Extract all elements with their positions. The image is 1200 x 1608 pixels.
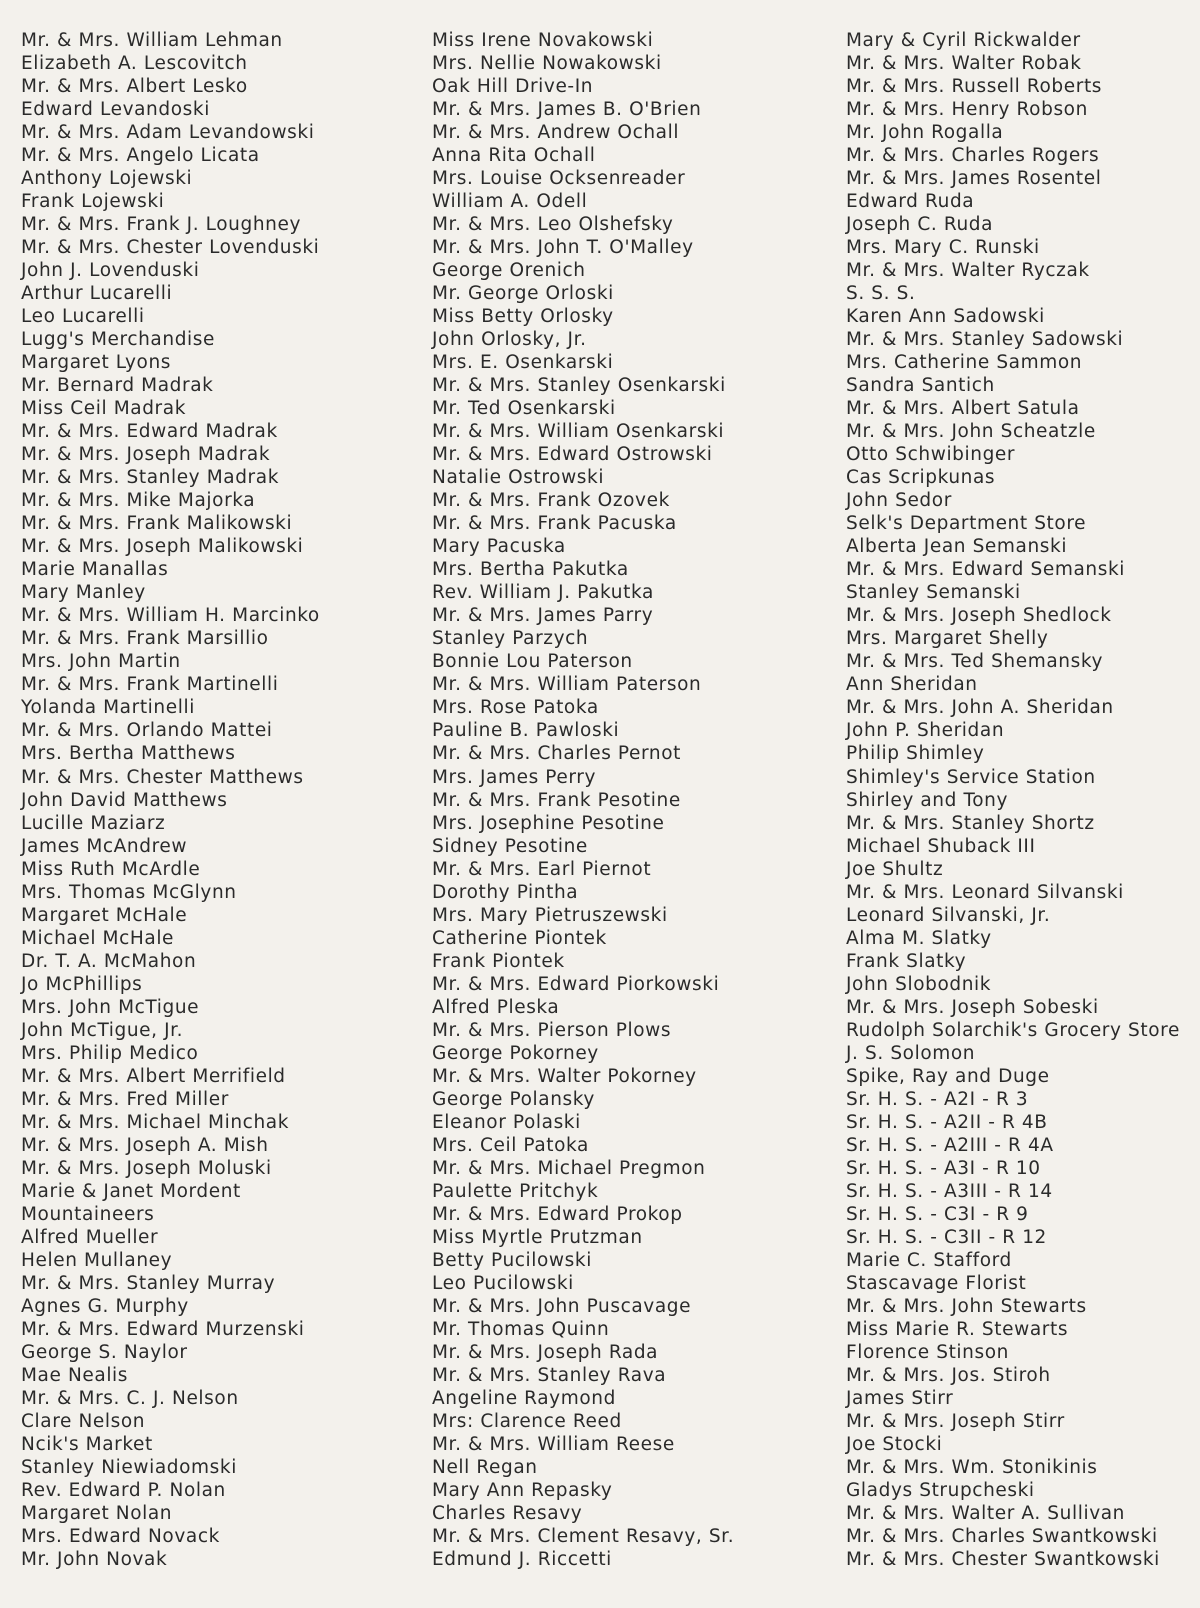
patron-entry: Rudolph Solarchik's Grocery Store [846, 1019, 1180, 1041]
patron-entry: Joseph C. Ruda [846, 214, 994, 236]
patron-entry: Mr. & Mrs. William Paterson [432, 674, 702, 696]
patron-entry: George Polansky [432, 1088, 595, 1110]
patron-entry: Alberta Jean Semanski [846, 536, 1068, 558]
patron-entry: Marie & Janet Mordent [21, 1180, 241, 1202]
patron-entry: John Sedor [846, 490, 952, 512]
patron-entry: Mr. & Mrs. Edward Prokop [432, 1203, 683, 1225]
patron-entry: Sr. H. S. - A3I - R 10 [846, 1157, 1041, 1179]
patron-entry: William A. Odell [432, 191, 588, 213]
patron-entry: Mr. & Mrs. Leo Olshefsky [432, 214, 674, 236]
patron-entry: Mrs. Bertha Pakutka [432, 559, 629, 581]
patron-entry: Mrs. Catherine Sammon [846, 352, 1083, 374]
patron-entry: Mr. & Mrs. Edward Murzenski [21, 1318, 305, 1340]
patron-entry: Leonard Silvanski, Jr. [846, 904, 1051, 926]
patron-entry: Mr. & Mrs. John Scheatzle [846, 421, 1096, 443]
patron-entry: Mr. & Mrs. Joseph Malikowski [21, 536, 304, 558]
patron-entry: Shirley and Tony [846, 789, 1008, 811]
patron-entry: Mary & Cyril Rickwalder [846, 30, 1081, 51]
patron-entry: Arthur Lucarelli [21, 283, 173, 305]
patron-entry: Margaret Nolan [21, 1503, 173, 1524]
patron-entry: Mrs. Thomas McGlynn [21, 881, 237, 903]
patron-entry: Agnes G. Murphy [21, 1295, 189, 1317]
patron-entry: Mary Ann Repasky [432, 1479, 613, 1501]
patron-entry: Mr. & Mrs. Joseph Moluski [21, 1157, 272, 1179]
patron-entry: Alfred Mueller [21, 1226, 159, 1248]
patron-entry: Leo Lucarelli [21, 306, 145, 328]
patron-entry: Michael Shuback III [846, 835, 1036, 857]
patron-entry: Frank Lojewski [21, 191, 165, 213]
patron-entry: Mr. Thomas Quinn [432, 1318, 610, 1340]
patron-entry: Miss Betty Orlosky [432, 306, 614, 328]
patron-entry: Miss Ruth McArdle [21, 858, 201, 880]
patron-entry: Mary Manley [21, 582, 146, 604]
patron-entry: Angeline Raymond [432, 1387, 616, 1409]
patron-entry: George S. Naylor [21, 1341, 188, 1363]
patron-entry: Mr. & Mrs. Russell Roberts [846, 76, 1103, 98]
patron-entry: Mr. & Mrs. William Reese [432, 1433, 675, 1455]
patron-entry: Mr. & Mrs. C. J. Nelson [21, 1387, 239, 1409]
patron-entry: Stascavage Florist [846, 1272, 1027, 1294]
patron-entry: Alma M. Slatky [846, 927, 992, 949]
patron-entry: Mr. & Mrs. Stanley Rava [432, 1364, 667, 1386]
patron-entry: James McAndrew [21, 835, 188, 857]
patron-entry: Eleanor Polaski [432, 1111, 581, 1133]
patron-entry: James Stirr [846, 1387, 954, 1409]
name-column-3 [846, 29, 1180, 1571]
patron-entry: Mr. & Mrs. Mike Majorka [21, 490, 256, 512]
patron-entry: Ncik's Market [21, 1433, 153, 1455]
patron-entry: Mr. & Mrs. Pierson Plows [432, 1019, 672, 1041]
patron-entry: Mr. & Mrs. Clement Resavy, Sr. [432, 1526, 735, 1548]
patron-entry: John Orlosky, Jr. [432, 329, 587, 351]
patron-entry: Sr. H. S. - A2II - R 4B [846, 1111, 1048, 1133]
patron-entry: Rev. William J. Pakutka [432, 582, 654, 604]
patron-entry: Mr. & Mrs. Frank Pacuska [432, 513, 677, 535]
patron-entry: Mr. & Mrs. Henry Robson [846, 99, 1088, 121]
patron-entry: Frank Slatky [846, 950, 967, 972]
patron-entry: Mr. & Mrs. Joseph Sobeski [846, 996, 1099, 1018]
patron-entry: Cas Scripkunas [846, 467, 996, 489]
patron-entry: Mr. & Mrs. James Parry [432, 605, 654, 627]
patron-entry: Mr. & Mrs. John T. O'Malley [432, 237, 694, 259]
patron-entry: Mrs. John McTigue [21, 996, 200, 1018]
patron-entry: John P. Sheridan [846, 720, 1005, 742]
patron-entry: Mr. & Mrs. Albert Lesko [21, 76, 248, 98]
patron-entry: Mr. John Rogalla [846, 122, 1004, 144]
patron-entry: Rev. Edward P. Nolan [21, 1479, 226, 1501]
patron-entry: Mr. & Mrs. Frank J. Loughney [21, 214, 302, 236]
patron-entry: Mr. & Mrs. Frank Pesotine [432, 789, 681, 811]
patron-entry: Anna Rita Ochall [432, 145, 596, 167]
patron-entry: J. S. Solomon [846, 1042, 976, 1064]
patron-entry: Mr. & Mrs. Jos. Stiroh [846, 1364, 1051, 1386]
patron-entry: Mr. & Mrs. Joseph Shedlock [846, 605, 1112, 627]
patron-entry: Mary Pacuska [432, 536, 566, 558]
name-column-2 [432, 29, 734, 1571]
patron-entry: Mrs. E. Osenkarski [432, 352, 614, 374]
patron-entry: Mr. & Mrs. Edward Semanski [846, 559, 1126, 581]
patron-entry: Mrs. Josephine Pesotine [432, 812, 665, 834]
patron-entry: John McTigue, Jr. [21, 1019, 184, 1041]
patron-entry: George Pokorney [432, 1042, 599, 1064]
patron-entry: Mr. & Mrs. Albert Satula [846, 398, 1080, 420]
patron-entry: Mrs. Edward Novack [21, 1526, 220, 1548]
patron-entry: Joe Shultz [846, 858, 944, 880]
patron-entry: Mr. & Mrs. Stanley Shortz [846, 812, 1095, 834]
patron-entry: Mr. & Mrs. James B. O'Brien [432, 99, 702, 121]
patron-entry: Mr. & Mrs. Michael Minchak [21, 1111, 290, 1133]
patron-entry: Mr. & Mrs. Stanley Osenkarski [432, 375, 726, 397]
patron-entry: Mr. & Mrs. John A. Sheridan [846, 697, 1114, 719]
patron-entry: Mr. George Orloski [432, 283, 614, 305]
patron-entry: Mr. & Mrs. William H. Marcinko [21, 605, 320, 627]
patron-entry: Mr. Ted Osenkarski [432, 398, 616, 420]
patron-entry: Mae Nealis [21, 1364, 129, 1386]
patron-entry: Mr. John Novak [21, 1549, 168, 1571]
patron-entry: Oak Hill Drive-In [432, 76, 594, 98]
patron-entry: Mrs. Philip Medico [21, 1042, 199, 1064]
patron-entry: Mr. & Mrs. Frank Malikowski [21, 513, 293, 535]
patron-entry: Frank Piontek [432, 950, 565, 972]
patron-entry: Mr. & Mrs. Adam Levandowski [21, 122, 315, 144]
patron-entry: Mr. & Mrs. Edward Piorkowski [432, 973, 720, 995]
patron-entry: Otto Schwibinger [846, 444, 1016, 466]
patron-entry: Natalie Ostrowski [432, 467, 605, 489]
patron-entry: Charles Resavy [432, 1503, 583, 1524]
patron-entry: Shimley's Service Station [846, 766, 1096, 788]
patron-entry: Mr. & Mrs. William Osenkarski [432, 421, 725, 443]
patron-entry: Sr. H. S. - C3I - R 9 [846, 1203, 1029, 1225]
patron-entry: Mr. & Mrs. William Lehman [21, 30, 283, 51]
patron-entry: Mr. & Mrs. Orlando Mattei [21, 720, 273, 742]
patron-entry: Mr. & Mrs. Chester Matthews [21, 766, 304, 788]
patron-entry: Nell Regan [432, 1456, 538, 1478]
patron-entry: Mr. & Mrs. Frank Martinelli [21, 674, 279, 696]
patron-entry: Mr. & Mrs. Joseph Stirr [846, 1410, 1065, 1432]
patron-entry: Mr. & Mrs. Charles Pernot [432, 743, 681, 765]
patron-entry: Miss Marie R. Stewarts [846, 1318, 1069, 1340]
patron-entry: John David Matthews [21, 789, 228, 811]
patron-entry: Mr. & Mrs. Walter A. Sullivan [846, 1503, 1126, 1524]
patron-entry: Betty Pucilowski [432, 1249, 592, 1271]
patron-entry: Anthony Lojewski [21, 168, 193, 190]
patron-entry: Mrs. Rose Patoka [432, 697, 599, 719]
patron-entry: Ann Sheridan [846, 674, 978, 696]
patron-entry: Margaret McHale [21, 904, 188, 926]
patron-entry: Mr. & Mrs. Edward Ostrowski [432, 444, 713, 466]
name-column-1 [21, 29, 320, 1571]
patron-entry: Marie C. Stafford [846, 1249, 1012, 1271]
patron-entry: Mrs. Bertha Matthews [21, 743, 236, 765]
patron-entry: Stanley Parzych [432, 628, 589, 650]
patron-entry: Mr. & Mrs. John Stewarts [846, 1295, 1087, 1317]
patron-entry: Mrs. Mary C. Runski [846, 237, 1040, 259]
patron-entry: Edmund J. Riccetti [432, 1549, 612, 1571]
patron-entry: Mr. & Mrs. Stanley Madrak [21, 467, 280, 489]
patron-entry: Mrs. Nellie Nowakowski [432, 53, 662, 75]
patron-entry: Mrs. Margaret Shelly [846, 628, 1049, 650]
patron-entry: Mr. & Mrs. Stanley Murray [21, 1272, 276, 1294]
patron-entry: Mr. & Mrs. Ted Shemansky [846, 651, 1104, 673]
patron-entry: Mrs. Ceil Patoka [432, 1134, 589, 1156]
patron-entry: Mr. & Mrs. James Rosentel [846, 168, 1102, 190]
patron-entry: Mr. & Mrs. Chester Swantkowski [846, 1549, 1160, 1571]
patron-entry: George Orenich [432, 260, 586, 282]
patron-entry: Mr. & Mrs. Walter Robak [846, 53, 1082, 75]
patron-entry: Paulette Pritchyk [432, 1180, 599, 1202]
patron-entry: Mr. & Mrs. Edward Madrak [21, 421, 278, 443]
patron-entry: Elizabeth A. Lescovitch [21, 53, 248, 75]
patron-entry: Philip Shimley [846, 743, 985, 765]
patron-entry: Alfred Pleska [432, 996, 560, 1018]
patron-entry: John Slobodnik [846, 973, 992, 995]
patron-entry: Karen Ann Sadowski [846, 306, 1045, 328]
patron-entry: John J. Lovenduski [21, 260, 200, 282]
patron-entry: Miss Irene Novakowski [432, 30, 654, 51]
patron-entry: Mr. & Mrs. Albert Merrifield [21, 1065, 286, 1087]
patron-entry: Margaret Lyons [21, 352, 172, 374]
patron-entry: Lucille Maziarz [21, 812, 166, 834]
patron-entry: Joe Stocki [846, 1433, 943, 1455]
patron-entry: Gladys Strupcheski [846, 1479, 1035, 1501]
patron-entry: Sr. H. S. - C3II - R 12 [846, 1226, 1047, 1248]
patron-entry: Mr. & Mrs. Stanley Sadowski [846, 329, 1124, 351]
patron-entry: Catherine Piontek [432, 927, 607, 949]
patron-entry: Bonnie Lou Paterson [432, 651, 633, 673]
patron-entry: Lugg's Merchandise [21, 329, 216, 351]
patron-entry: Stanley Semanski [846, 582, 1021, 604]
patron-entry: Mrs. James Perry [432, 766, 596, 788]
patron-entry: Stanley Niewiadomski [21, 1456, 237, 1478]
patron-entry: Mr. & Mrs. Charles Rogers [846, 145, 1100, 167]
patron-entry: Marie Manallas [21, 559, 169, 581]
patron-entry: Selk's Department Store [846, 513, 1087, 535]
patron-entry: Clare Nelson [21, 1410, 146, 1432]
patron-entry: Sr. H. S. - A3III - R 14 [846, 1180, 1053, 1202]
patron-entry: Mrs. Louise Ocksenreader [432, 168, 686, 190]
patron-entry: Sidney Pesotine [432, 835, 588, 857]
patron-entry: Sr. H. S. - A2I - R 3 [846, 1088, 1029, 1110]
patron-entry: Mr. & Mrs. Angelo Licata [21, 145, 260, 167]
patron-entry: Mr. & Mrs. Joseph Madrak [21, 444, 271, 466]
patron-entry: Miss Ceil Madrak [21, 398, 187, 420]
patron-entry: Sr. H. S. - A2III - R 4A [846, 1134, 1054, 1156]
patron-entry: Mr. & Mrs. John Puscavage [432, 1295, 692, 1317]
patron-entry: Leo Pucilowski [432, 1272, 574, 1294]
patron-entry: Florence Stinson [846, 1341, 1009, 1363]
patron-entry: Mr. & Mrs. Chester Lovenduski [21, 237, 320, 259]
patron-entry: Mr. & Mrs. Joseph Rada [432, 1341, 659, 1363]
patron-entry: Michael McHale [21, 927, 175, 949]
patron-entry: Edward Levandoski [21, 99, 210, 121]
patron-entry: Sandra Santich [846, 375, 995, 397]
patron-entry: Mr. & Mrs. Frank Marsillio [21, 628, 269, 650]
patron-entry: Dorothy Pintha [432, 881, 579, 903]
patron-entry: Mr. Bernard Madrak [21, 375, 214, 397]
patron-entry: Mrs. John Martin [21, 651, 181, 673]
patron-entry: Mr. & Mrs. Leonard Silvanski [846, 881, 1124, 903]
patron-entry: Mr. & Mrs. Wm. Stonikinis [846, 1456, 1098, 1478]
patron-entry: Pauline B. Pawloski [432, 720, 620, 742]
patron-entry: Mr. & Mrs. Frank Ozovek [432, 490, 670, 512]
patron-entry: Mrs. Mary Pietruszewski [432, 904, 668, 926]
patron-entry: S. S. S. [846, 283, 916, 305]
patron-entry: Spike, Ray and Duge [846, 1065, 1050, 1087]
patron-entry: Dr. T. A. McMahon [21, 950, 197, 972]
patron-entry: Mr. & Mrs. Charles Swantkowski [846, 1526, 1158, 1548]
patron-entry: Mr. & Mrs. Earl Piernot [432, 858, 652, 880]
patron-entry: Mr. & Mrs. Andrew Ochall [432, 122, 680, 144]
patron-entry: Miss Myrtle Prutzman [432, 1226, 643, 1248]
patron-entry: Jo McPhillips [21, 973, 143, 995]
patron-entry: Mr. & Mrs. Joseph A. Mish [21, 1134, 269, 1156]
patron-entry: Edward Ruda [846, 191, 975, 213]
patron-entry: Mr. & Mrs. Walter Ryczak [846, 260, 1090, 282]
patron-entry: Mr. & Mrs. Fred Miller [21, 1088, 229, 1110]
patron-entry: Mr. & Mrs. Walter Pokorney [432, 1065, 697, 1087]
patron-entry: Mr. & Mrs. Michael Pregmon [432, 1157, 706, 1179]
patron-entry: Helen Mullaney [21, 1249, 173, 1271]
patron-entry: Mrs: Clarence Reed [432, 1410, 622, 1432]
patron-entry: Yolanda Martinelli [21, 697, 195, 719]
patron-entry: Mountaineers [21, 1203, 155, 1225]
